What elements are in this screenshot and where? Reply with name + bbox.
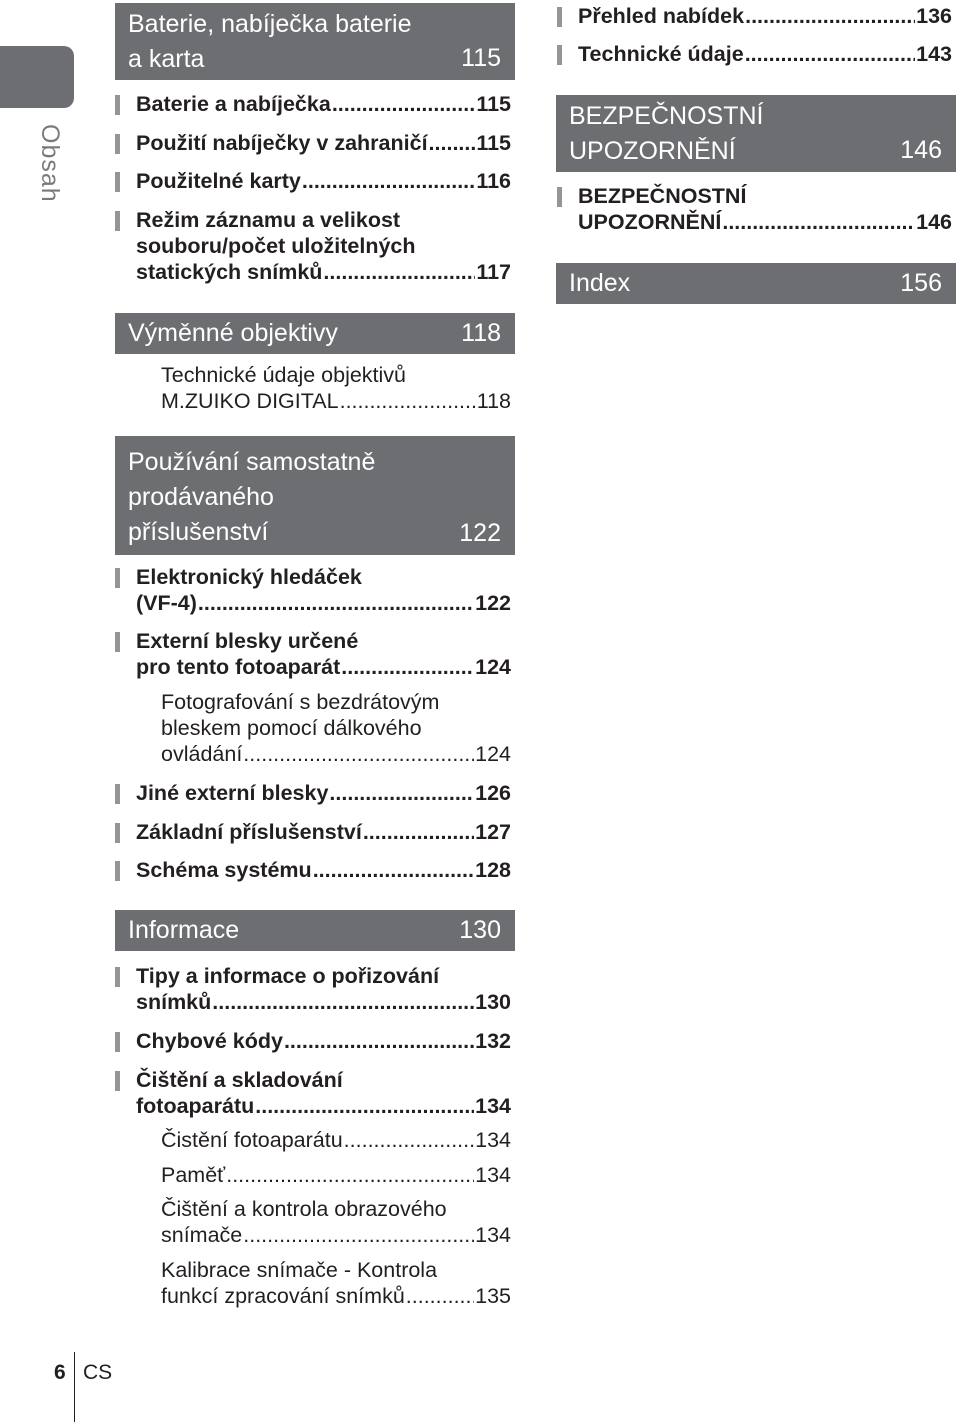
entry-title: Použitelné karty bbox=[136, 169, 301, 193]
entry-marker bbox=[115, 967, 120, 987]
entry-title-line: bleskem pomocí dálkového bbox=[161, 716, 422, 740]
side-tab bbox=[0, 46, 74, 108]
entry-title-line: BEZPEČNOSTNÍ bbox=[578, 184, 747, 208]
section-header-lenses[interactable] bbox=[115, 313, 515, 354]
toc-entry[interactable] bbox=[115, 857, 511, 883]
entry-page: 143 bbox=[916, 42, 952, 66]
entry-title: Použití nabíječky v zahraničí bbox=[136, 131, 428, 155]
dot-leader bbox=[344, 1127, 474, 1153]
entry-title: Schéma systému bbox=[136, 858, 312, 882]
entry-page: 134 bbox=[475, 1128, 511, 1152]
entry-title: snímků bbox=[136, 990, 212, 1014]
entry-title: Čistění fotoaparátu bbox=[161, 1128, 343, 1152]
section-title: Index bbox=[569, 269, 631, 297]
section-header-info[interactable] bbox=[115, 910, 515, 951]
entry-title: statických snímků bbox=[136, 260, 323, 284]
page-number: 6 bbox=[54, 1361, 66, 1384]
section-title-line: prodávaného bbox=[128, 483, 274, 511]
entry-title-line: Technické údaje objektivů bbox=[161, 363, 407, 387]
entry-page: 134 bbox=[475, 1094, 511, 1118]
entry-page: 118 bbox=[476, 389, 511, 413]
section-title-line: a karta bbox=[128, 45, 205, 73]
section-title-line: UPOZORNĚNÍ bbox=[569, 137, 736, 165]
entry-title: Paměť bbox=[161, 1163, 226, 1187]
entry-marker bbox=[115, 95, 120, 115]
entry-marker bbox=[557, 45, 562, 65]
dot-leader bbox=[340, 388, 476, 414]
entry-page: 116 bbox=[476, 169, 511, 193]
section-title-line: BEZPEČNOSTNÍ bbox=[569, 102, 764, 130]
section-page: 122 bbox=[459, 519, 501, 547]
section-page: 146 bbox=[900, 136, 942, 164]
section-header-safety[interactable] bbox=[556, 95, 956, 172]
entry-title: pro tento fotoaparát bbox=[136, 655, 341, 679]
entry-marker bbox=[115, 172, 120, 192]
entry-title: Technické údaje bbox=[578, 42, 744, 66]
dot-leader bbox=[212, 989, 474, 1015]
toc-entry[interactable] bbox=[115, 780, 511, 806]
toc-entry[interactable] bbox=[115, 819, 511, 845]
toc-entry[interactable] bbox=[557, 3, 952, 29]
entry-marker bbox=[115, 823, 120, 843]
entry-title-line: Tipy a informace o pořizování bbox=[136, 964, 440, 988]
entry-title: Baterie a nabíječka bbox=[136, 92, 331, 116]
toc-entry[interactable] bbox=[115, 1127, 511, 1153]
toc-entry[interactable] bbox=[115, 91, 511, 117]
entry-title-line: Režim záznamu a velikost bbox=[136, 208, 401, 232]
section-title-line: Používání samostatně bbox=[128, 448, 376, 476]
section-header-battery[interactable] bbox=[115, 3, 515, 80]
section-title: Informace bbox=[128, 916, 240, 944]
entry-marker bbox=[115, 1071, 120, 1091]
toc-entry[interactable] bbox=[115, 564, 511, 616]
toc-entry[interactable] bbox=[115, 1028, 511, 1054]
entry-title-line: Čištění a kontrola obrazového bbox=[161, 1197, 447, 1221]
dot-leader bbox=[406, 1283, 474, 1309]
section-title: Výměnné objektivy bbox=[128, 319, 338, 347]
entry-page: 122 bbox=[475, 591, 511, 615]
dot-leader bbox=[323, 259, 475, 285]
dot-leader bbox=[745, 41, 915, 67]
entry-page: 134 bbox=[475, 1163, 511, 1187]
toc-entry[interactable] bbox=[115, 362, 511, 414]
entry-page: 130 bbox=[475, 990, 511, 1014]
toc-entry[interactable] bbox=[115, 1257, 511, 1309]
dot-leader bbox=[226, 1162, 474, 1188]
dot-leader bbox=[363, 819, 474, 845]
entry-page: 136 bbox=[916, 4, 952, 28]
entry-title-line: Čištění a skladování bbox=[136, 1068, 343, 1092]
dot-leader bbox=[329, 780, 474, 806]
entry-title: M.ZUIKO DIGITAL bbox=[161, 389, 339, 413]
toc-entry[interactable] bbox=[557, 183, 952, 235]
section-page: 130 bbox=[459, 916, 501, 944]
side-tab-label: Obsah bbox=[36, 124, 64, 203]
dot-leader bbox=[429, 130, 476, 156]
dot-leader bbox=[332, 91, 476, 117]
dot-leader bbox=[302, 168, 475, 194]
entry-marker bbox=[557, 7, 562, 27]
entry-page: 124 bbox=[475, 655, 511, 679]
section-title-line: příslušenství bbox=[128, 518, 269, 546]
entry-page: 127 bbox=[475, 820, 511, 844]
toc-entry[interactable] bbox=[557, 41, 952, 67]
entry-title: Chybové kódy bbox=[136, 1029, 283, 1053]
entry-page: 128 bbox=[475, 858, 511, 882]
entry-page: 117 bbox=[476, 260, 511, 284]
entry-title: funkcí zpracování snímků bbox=[161, 1284, 405, 1308]
language-code: CS bbox=[83, 1361, 113, 1384]
entry-marker bbox=[115, 632, 120, 652]
entry-title: Jiné externí blesky bbox=[136, 781, 329, 805]
entry-title-line: Fotografování s bezdrátovým bbox=[161, 690, 440, 714]
footer-divider bbox=[74, 1352, 75, 1422]
dot-leader bbox=[745, 3, 915, 29]
entry-title-line: souboru/počet uložitelných bbox=[136, 234, 416, 258]
entry-title-line: Elektronický hledáček bbox=[136, 565, 362, 589]
entry-title: (VF-4) bbox=[136, 591, 197, 615]
entry-title: Přehled nabídek bbox=[578, 4, 745, 28]
dot-leader bbox=[198, 590, 474, 616]
section-title-line: Baterie, nabíječka baterie bbox=[128, 10, 412, 38]
toc-entry[interactable] bbox=[115, 963, 511, 1015]
dot-leader bbox=[313, 857, 474, 883]
entry-title: ovládání bbox=[161, 742, 243, 766]
section-header-index[interactable] bbox=[556, 263, 956, 304]
toc-entry[interactable] bbox=[115, 1162, 511, 1188]
entry-page: 115 bbox=[476, 92, 511, 116]
entry-title: Základní příslušenství bbox=[136, 820, 362, 844]
entry-page: 124 bbox=[475, 742, 511, 766]
entry-title: fotoaparátu bbox=[136, 1094, 255, 1118]
entry-title-line: Kalibrace snímače - Kontrola bbox=[161, 1258, 438, 1282]
entry-marker bbox=[115, 211, 120, 231]
entry-title-line: Externí blesky určené bbox=[136, 629, 359, 653]
entry-marker bbox=[115, 784, 120, 804]
entry-marker bbox=[115, 134, 120, 154]
entry-page: 115 bbox=[476, 131, 511, 155]
dot-leader bbox=[255, 1093, 474, 1119]
dot-leader bbox=[243, 1222, 474, 1248]
entry-page: 132 bbox=[475, 1029, 511, 1053]
entry-marker bbox=[115, 861, 120, 881]
section-header-accessories[interactable] bbox=[115, 436, 515, 555]
toc-entry[interactable] bbox=[115, 689, 511, 767]
dot-leader bbox=[284, 1028, 474, 1054]
entry-title: snímače bbox=[161, 1223, 243, 1247]
entry-page: 126 bbox=[475, 781, 511, 805]
entry-page: 146 bbox=[916, 210, 952, 234]
section-page: 118 bbox=[461, 319, 501, 347]
dot-leader bbox=[341, 654, 474, 680]
toc-entry[interactable] bbox=[115, 207, 511, 285]
entry-page: 135 bbox=[475, 1284, 511, 1308]
toc-entry[interactable] bbox=[115, 168, 511, 194]
entry-title: UPOZORNĚNÍ bbox=[578, 210, 722, 234]
toc-entry[interactable] bbox=[115, 1196, 511, 1248]
section-page: 115 bbox=[461, 44, 501, 72]
entry-marker bbox=[115, 1032, 120, 1052]
section-page: 156 bbox=[900, 269, 942, 297]
entry-marker bbox=[115, 568, 120, 588]
toc-entry[interactable] bbox=[115, 1067, 511, 1119]
toc-entry[interactable] bbox=[115, 628, 511, 680]
dot-leader bbox=[722, 209, 915, 235]
toc-entry[interactable] bbox=[115, 130, 511, 156]
entry-page: 134 bbox=[475, 1223, 511, 1247]
entry-marker bbox=[557, 187, 562, 207]
dot-leader bbox=[243, 741, 474, 767]
